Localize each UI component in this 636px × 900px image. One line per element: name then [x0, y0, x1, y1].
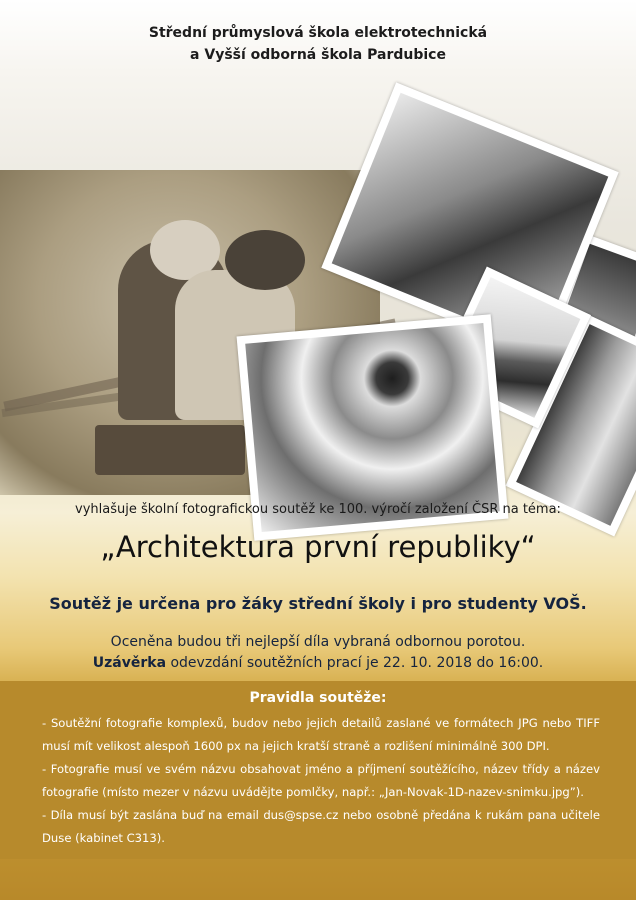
- school-name: [0, 22, 636, 66]
- school-name-line1: Střední průmyslová škola elektrotechnická: [148, 25, 488, 41]
- child-hat: [225, 230, 305, 290]
- deadline-line: [0, 653, 636, 674]
- deadline-label: Uzávěrka: [92, 655, 167, 671]
- target-audience: Soutěž je určena pro žáky střední školy i pro studenty VOŠ.: [49, 594, 587, 613]
- rule-item: - Soutěžní fotografie komplexů, budov nebo jejich detailů zaslané ve formátech JPG nebo TIFF musí mít velikost alespoň 1600 px na jejich kratší straně a rozlišení minimálně 300 DPI.: [42, 716, 600, 753]
- suitcase-shape: [95, 425, 245, 475]
- competition-title: „Architektura první republiky“: [100, 530, 536, 564]
- rules-title: Pravidla soutěže:: [249, 690, 387, 706]
- rules-list: [42, 712, 600, 850]
- rule-item: - Díla musí být zaslána buď na email dus@spse.cz nebo osobně předána k rukám pana učitele Duse (kabinet C313).: [42, 808, 600, 845]
- school-name-line2: a Vyšší odborná škola Pardubice: [190, 47, 446, 63]
- award-info: [0, 632, 636, 674]
- deadline-text: odevzdání soutěžních prací je 22. 10. 2018 do 16:00.: [166, 655, 544, 671]
- intro-text: vyhlašuje školní fotografickou soutěž ke 100. výročí založení ČSR na téma:: [75, 502, 561, 517]
- rule-item: - Fotografie musí ve svém názvu obsahovat jméno a příjmení soutěžícího, název třídy a název fotografie (místo mezer v názvu uvádějte pomlčky, např.: „Jan-Novak-1D-nazev-snimku.jpg”).: [42, 762, 600, 799]
- award-text: Oceněna budou tři nejlepší díla vybraná odbornou porotou.: [110, 634, 526, 650]
- photo-collage: [0, 80, 636, 500]
